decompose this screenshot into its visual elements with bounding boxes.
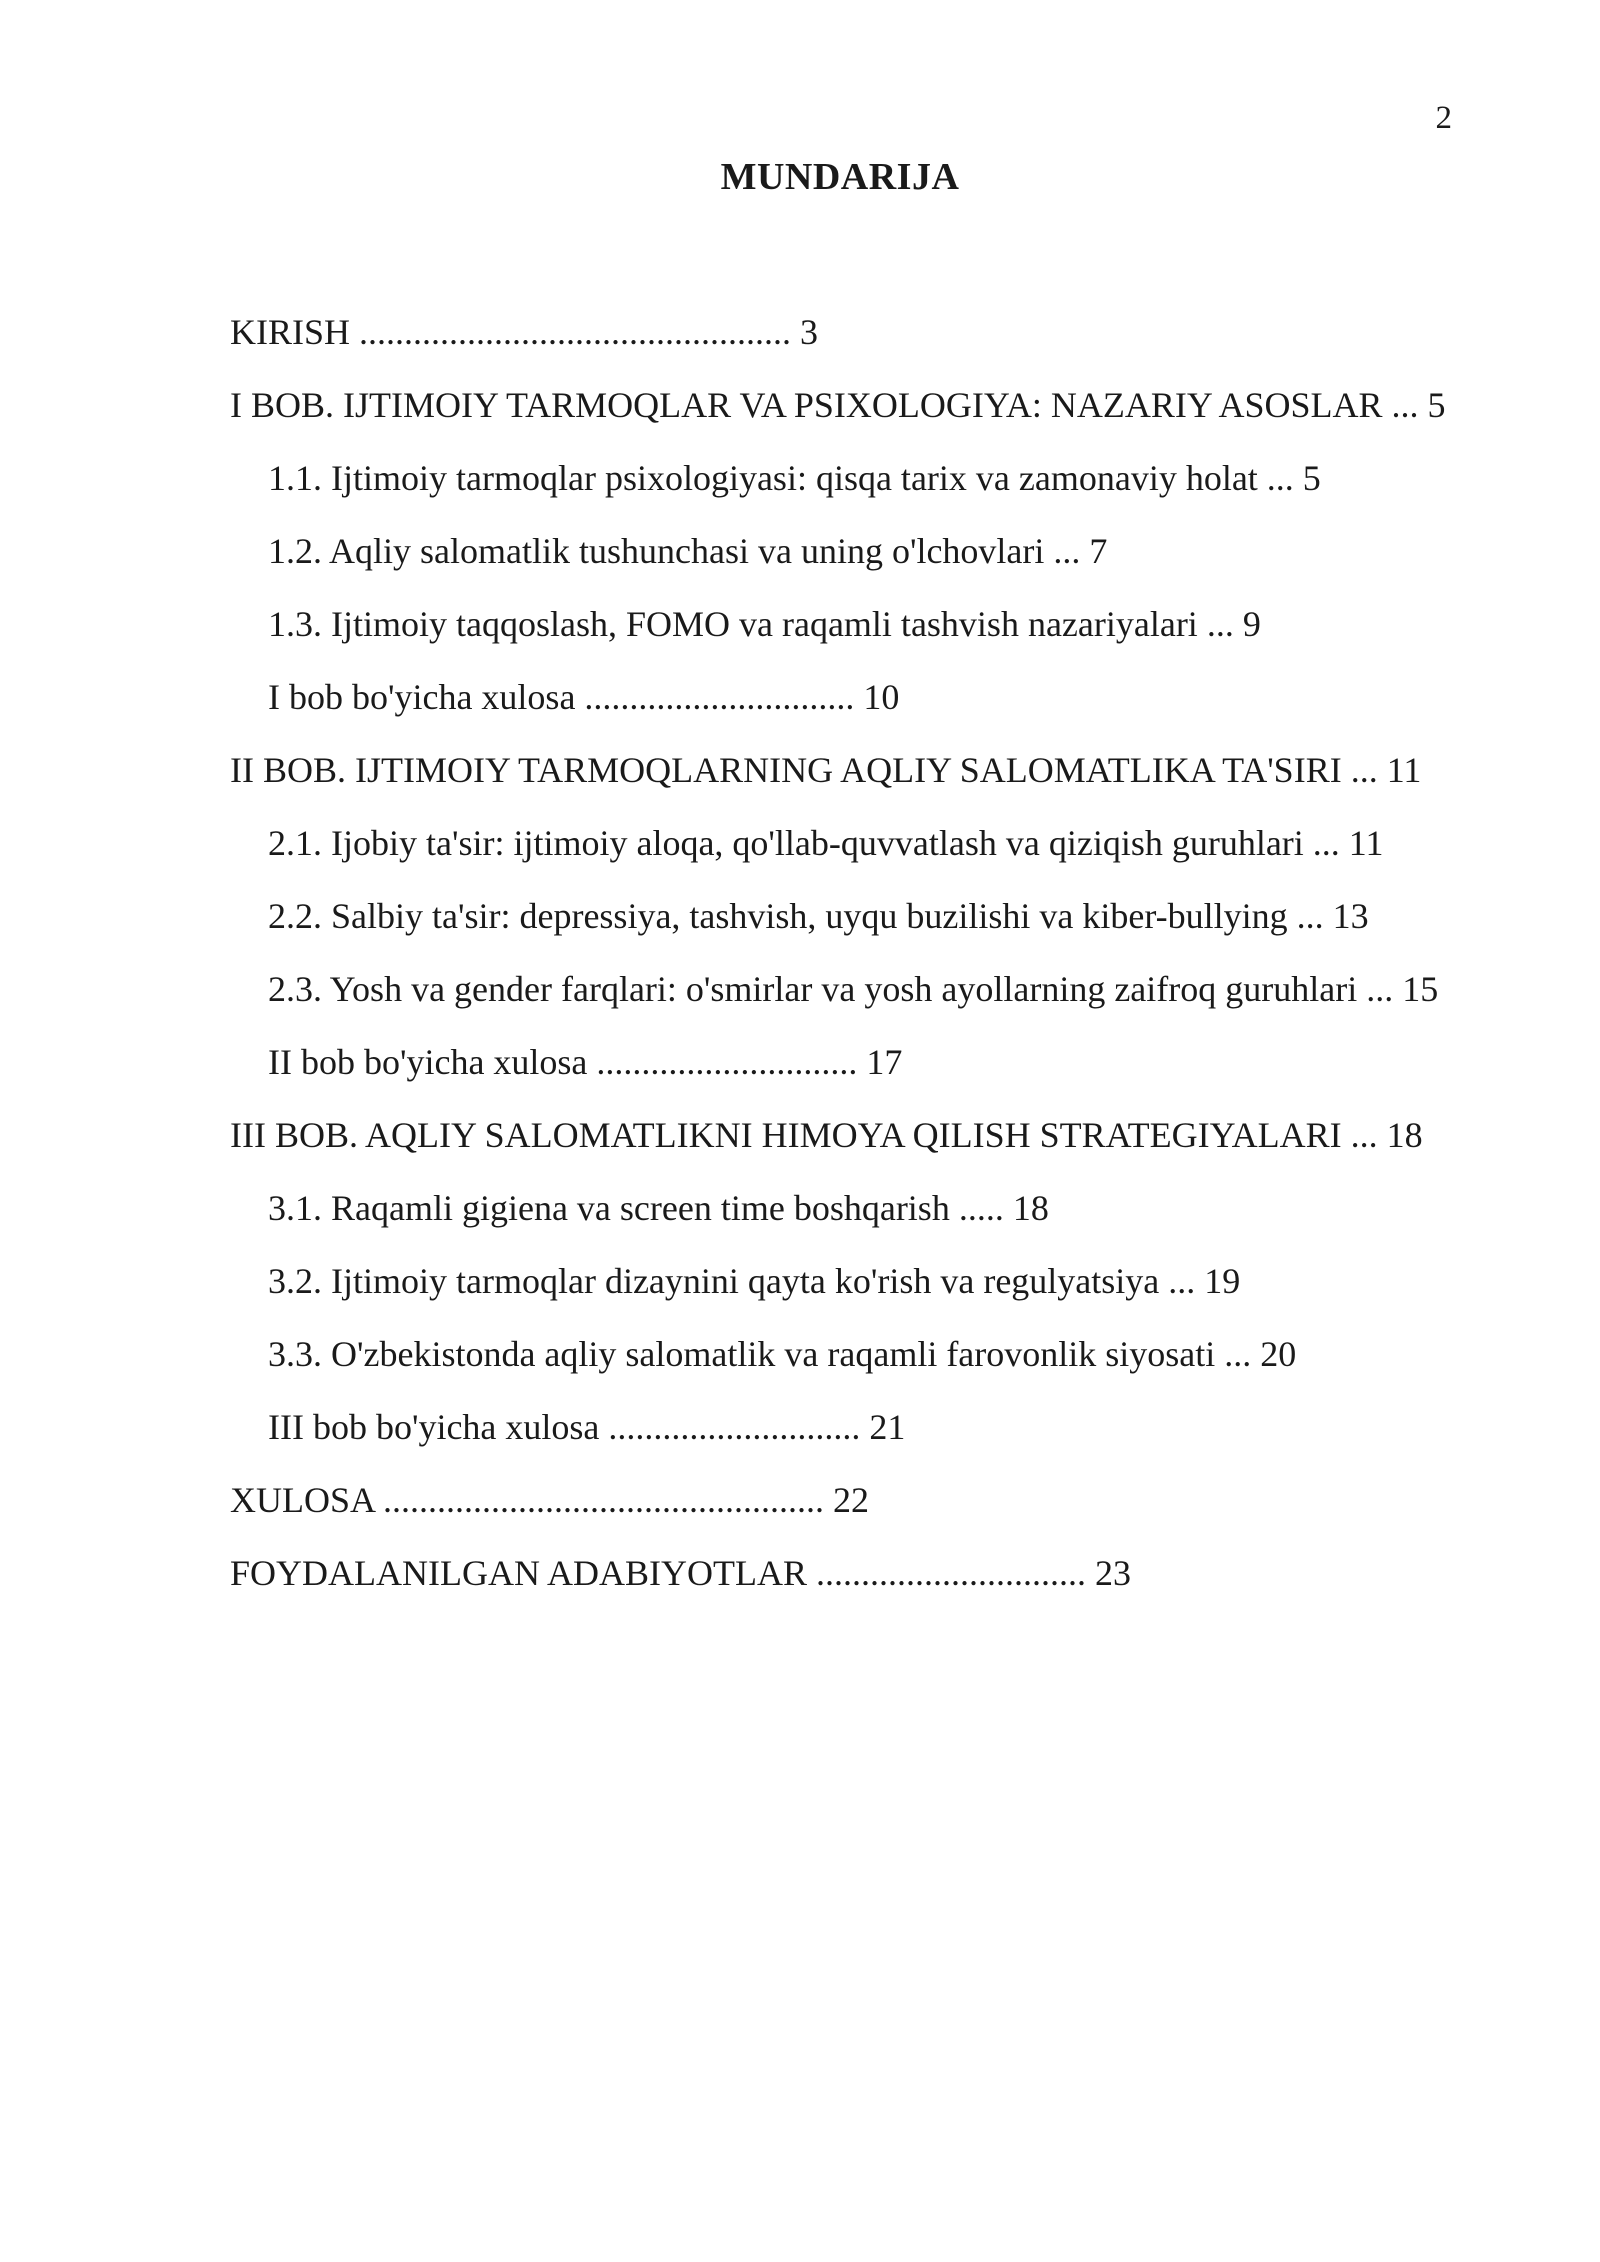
toc-entry-chapter-2-summary[interactable]: II bob bo'yicha xulosa ............................. 17	[268, 1042, 903, 1082]
toc-entry-section-1-1[interactable]: 1.1. Ijtimoiy tarmoqlar psixologiyasi: qisqa tarix va zamonaviy holat ... 5	[268, 458, 1321, 498]
toc-entry-section-2-2[interactable]: 2.2. Salbiy ta'sir: depressiya, tashvish, uyqu buzilishi va kiber-bullying ... 13	[268, 896, 1369, 936]
toc-entry-chapter-3[interactable]: III BOB. AQLIY SALOMATLIKNI HIMOYA QILISH STRATEGIYALARI ... 18	[230, 1115, 1423, 1155]
toc-entry-section-3-3[interactable]: 3.3. O'zbekistonda aqliy salomatlik va raqamli farovonlik siyosati ... 20	[268, 1334, 1297, 1374]
toc-entry-chapter-1-summary[interactable]: I bob bo'yicha xulosa .............................. 10	[268, 677, 900, 717]
toc-entry-section-3-1[interactable]: 3.1. Raqamli gigiena va screen time boshqarish ..... 18	[268, 1188, 1049, 1228]
toc-entry-section-1-2[interactable]: 1.2. Aqliy salomatlik tushunchasi va uning o'lchovlari ... 7	[268, 531, 1108, 571]
table-of-contents	[230, 300, 1452, 1614]
toc-entry-chapter-2[interactable]: II BOB. IJTIMOIY TARMOQLARNING AQLIY SALOMATLIKA TA'SIRI ... 11	[230, 750, 1422, 790]
toc-entry-section-1-3[interactable]: 1.3. Ijtimoiy taqqoslash, FOMO va raqamli tashvish nazariyalari ... 9	[268, 604, 1261, 644]
toc-entry-section-3-2[interactable]: 3.2. Ijtimoiy tarmoqlar dizaynini qayta ko'rish va regulyatsiya ... 19	[268, 1261, 1241, 1301]
page-number: 2	[1435, 100, 1452, 136]
toc-entry-section-2-3[interactable]: 2.3. Yosh va gender farqlari: o'smirlar va yosh ayollarning zaifroq guruhlari ... 15	[268, 969, 1439, 1009]
toc-entry-xulosa[interactable]: XULOSA ................................................. 22	[230, 1480, 870, 1520]
page-title: MUNDARIJA	[720, 156, 960, 198]
toc-entry-section-2-1[interactable]: 2.1. Ijobiy ta'sir: ijtimoiy aloqa, qo'llab-quvvatlash va qiziqish guruhlari ... 11	[268, 823, 1384, 863]
toc-entry-references[interactable]: FOYDALANILGAN ADABIYOTLAR .............................. 23	[230, 1553, 1131, 1593]
toc-entry-chapter-1[interactable]: I BOB. IJTIMOIY TARMOQLAR VA PSIXOLOGIYA: NAZARIY ASOSLAR ... 5	[230, 385, 1446, 425]
toc-entry-kirish[interactable]: KIRISH ................................................ 3	[230, 312, 819, 352]
toc-entry-chapter-3-summary[interactable]: III bob bo'yicha xulosa ............................ 21	[268, 1407, 906, 1447]
